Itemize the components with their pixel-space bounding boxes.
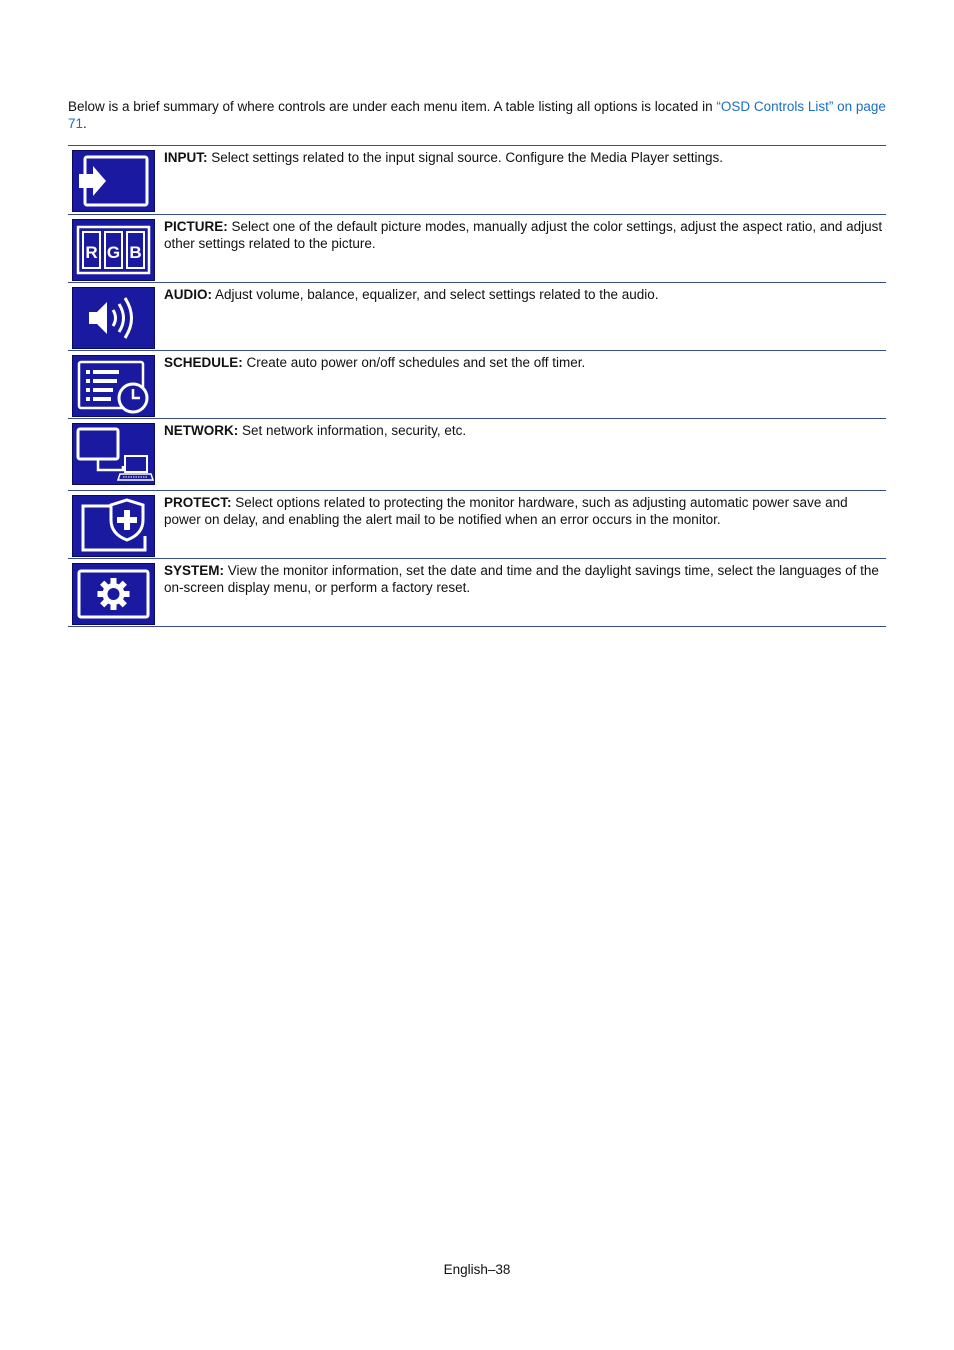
menu-desc-system: View the monitor information, set the date and time and the daylight savings time, select the languages of the on-screen display menu, or perform a factory reset. xyxy=(164,563,879,595)
intro-end: . xyxy=(83,116,87,131)
osd-controls-link[interactable]: “OSD Controls List” on page 71 xyxy=(68,99,886,131)
intro-paragraph xyxy=(68,98,888,132)
speaker-icon xyxy=(72,287,155,349)
rgb-icon-r: R xyxy=(85,243,98,262)
intro-text: Below is a brief summary of where controls are under each menu item. A table listing all options is located in xyxy=(68,99,717,114)
menu-title-system: SYSTEM: xyxy=(164,563,225,578)
menu-row-audio xyxy=(68,283,886,351)
page-footer: English–38 xyxy=(443,1262,511,1277)
menu-row-picture xyxy=(68,215,886,283)
menu-row-system xyxy=(68,559,886,627)
menu-title-schedule: SCHEDULE: xyxy=(164,355,243,370)
rgb-icon-g: G xyxy=(106,243,121,262)
menu-row-input xyxy=(68,146,886,215)
input-arrow-icon xyxy=(72,150,155,212)
rgb-icon-b: B xyxy=(129,243,142,262)
menu-title-network: NETWORK: xyxy=(164,423,239,438)
menu-desc-protect: Select options related to protecting the monitor hardware, such as adjusting automatic power save and power on delay, and enabling the alert mail to be notified when an error occurs in the monitor. xyxy=(164,495,848,527)
menu-desc-input: Select settings related to the input signal source. Configure the Media Player settings. xyxy=(207,150,724,165)
schedule-clock-icon xyxy=(72,355,155,417)
network-icon xyxy=(72,423,155,485)
menu-desc-audio: Adjust volume, balance, equalizer, and select settings related to the audio. xyxy=(212,287,659,302)
menu-desc-picture: Select one of the default picture modes, manually adjust the color settings, adjust the aspect ratio, and adjust other settings related to the picture. xyxy=(164,219,883,251)
menu-title-audio: AUDIO: xyxy=(164,287,212,302)
menu-row-protect xyxy=(68,491,886,559)
shield-icon xyxy=(72,495,155,557)
menu-desc-network: Set network information, security, etc. xyxy=(238,423,467,438)
menu-title-protect: PROTECT: xyxy=(164,495,232,510)
rgb-icon xyxy=(72,219,155,281)
menu-row-schedule xyxy=(68,351,886,419)
menu-title-input: INPUT: xyxy=(164,150,208,165)
menu-table xyxy=(68,145,886,627)
menu-row-network xyxy=(68,419,886,491)
menu-title-picture: PICTURE: xyxy=(164,219,228,234)
menu-desc-schedule: Create auto power on/off schedules and set the off timer. xyxy=(242,355,586,370)
gear-icon xyxy=(72,563,155,625)
